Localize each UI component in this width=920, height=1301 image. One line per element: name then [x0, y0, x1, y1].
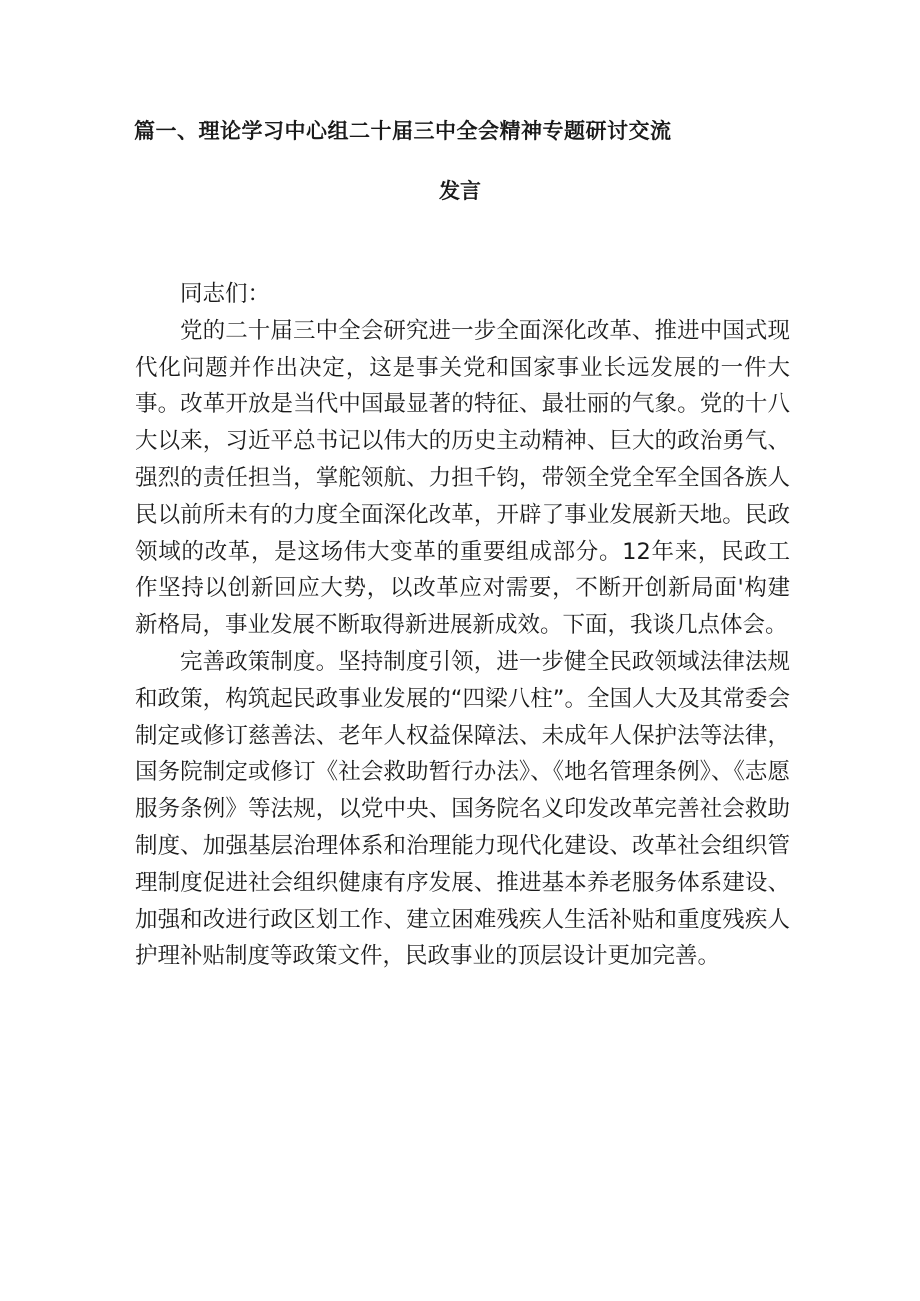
- salutation: 同志们：: [180, 281, 271, 307]
- document-title: 篇一、理论学习中心组二十届三中全会精神专题研讨交流: [134, 119, 672, 143]
- paragraph-intro: 党的二十届三中全会研究进一步全面深化改革、推进中国式现代化问题并作出决定，这是事关党和国家事业长远发展的一件大事。改革开放是当代中国最显著的特征、最壮丽的气象。党的十八大以来，习近平总书记以伟大的历史主动精神、巨大的政治勇气、强烈的责任担当，掌舵领航、力担千钧，带领全党全军全国各族人民以前所未有的力度全面深化改革，开辟了事业发展新天地。民政领域的改革，是这场伟大变革的重要组成部分。12年来，民政工作坚持以创新回应大势，以改革应对需要，不断开创新局面'构建新格局，事业发展不断取得新进展新成效。下面，我谈几点体会。: [135, 317, 790, 639]
- document-title-continuation: 发言: [439, 179, 481, 203]
- paragraph-policy: 完善政策制度。坚持制度引领，进一步健全民政领域法律法规和政策，构筑起民政事业发展的“四梁八柱”。全国人大及其常委会制定或修订慈善法、老年人权益保障法、未成年人保护法等法律，国务院制定或修订《社会救助暂行办法》、《地名管理条例》、《志愿服务条例》等法规，以党中央、国务院名义印发改革完善社会救助制度、加强基层治理体系和治理能力现代化建设、改革社会组织管理制度促进社会组织健康有序发展、推进基本养老服务体系建设、加强和改进行政区划工作、建立困难残疾人生活补贴和重度残疾人护理补贴制度等政策文件，民政事业的顶层设计更加完善。: [135, 648, 790, 970]
- document-body: [135, 276, 790, 975]
